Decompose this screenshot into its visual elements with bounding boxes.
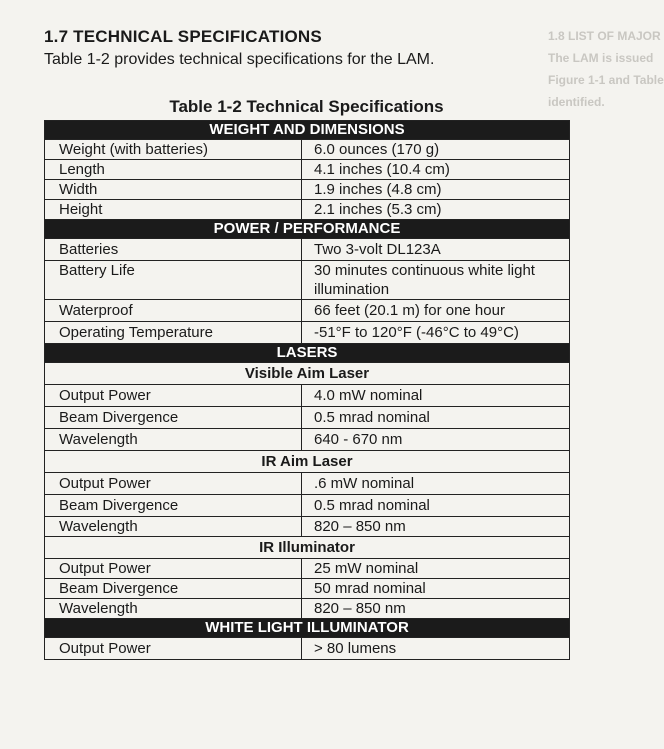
spec-label: Height <box>45 200 302 220</box>
subheader-row <box>45 537 570 559</box>
table-caption: Table 1-2 Technical Specifications <box>169 97 444 116</box>
spec-value: 4.0 mW nominal <box>302 385 570 407</box>
spec-label: Battery Life <box>45 261 302 300</box>
table-row <box>45 517 570 537</box>
spec-label: Wavelength <box>45 517 302 537</box>
table-row <box>45 140 570 160</box>
category-header-row <box>45 220 570 239</box>
spec-label: Batteries <box>45 239 302 261</box>
spec-label: Output Power <box>45 385 302 407</box>
spec-label: Wavelength <box>45 429 302 451</box>
subheader-ir-aim-laser: IR Aim Laser <box>45 451 570 473</box>
spec-value: 6.0 ounces (170 g) <box>302 140 570 160</box>
table-row <box>45 495 570 517</box>
spec-label: Beam Divergence <box>45 495 302 517</box>
spec-label: Width <box>45 180 302 200</box>
spec-label: Wavelength <box>45 599 302 619</box>
spec-value: 25 mW nominal <box>302 559 570 579</box>
spec-label: Weight (with batteries) <box>45 140 302 160</box>
table-row <box>45 473 570 495</box>
spec-label: Operating Temperature <box>45 322 302 344</box>
category-header-row <box>45 121 570 140</box>
bleed-line: Figure 1-1 and Table <box>548 73 664 87</box>
subheader-ir-illuminator: IR Illuminator <box>45 537 570 559</box>
spec-label: Output Power <box>45 638 302 660</box>
table-row <box>45 407 570 429</box>
spec-value: 1.9 inches (4.8 cm) <box>302 180 570 200</box>
spec-label: Length <box>45 160 302 180</box>
spec-value: 640 - 670 nm <box>302 429 570 451</box>
table-row <box>45 559 570 579</box>
spec-label: Waterproof <box>45 300 302 322</box>
category-header-row <box>45 344 570 363</box>
spec-value: 2.1 inches (5.3 cm) <box>302 200 570 220</box>
spec-value: 0.5 mrad nominal <box>302 495 570 517</box>
spec-value: 66 feet (20.1 m) for one hour <box>302 300 570 322</box>
table-row <box>45 200 570 220</box>
table-row <box>45 261 570 300</box>
spec-value: 50 mrad nominal <box>302 579 570 599</box>
table-row <box>45 160 570 180</box>
category-header-lasers: LASERS <box>45 344 570 363</box>
table-row <box>45 599 570 619</box>
spec-value: > 80 lumens <box>302 638 570 660</box>
bleed-line: 1.8 LIST OF MAJOR <box>548 29 661 43</box>
subheader-visible-aim-laser: Visible Aim Laser <box>45 363 570 385</box>
spec-label: Output Power <box>45 559 302 579</box>
spec-value: 820 – 850 nm <box>302 599 570 619</box>
subheader-row <box>45 363 570 385</box>
table-row <box>45 429 570 451</box>
bleed-line: identified. <box>548 95 605 109</box>
category-header-power: POWER / PERFORMANCE <box>45 220 570 239</box>
section-heading: 1.7 TECHNICAL SPECIFICATIONS <box>44 27 322 46</box>
spec-label: Beam Divergence <box>45 579 302 599</box>
spec-value: 0.5 mrad nominal <box>302 407 570 429</box>
spec-value: Two 3-volt DL123A <box>302 239 570 261</box>
subheader-row <box>45 451 570 473</box>
spec-value: .6 mW nominal <box>302 473 570 495</box>
table-row <box>45 638 570 660</box>
table-row <box>45 239 570 261</box>
specifications-table <box>44 120 570 660</box>
section-intro: Table 1-2 provides technical specifications for the LAM. <box>44 51 435 68</box>
table-row <box>45 322 570 344</box>
spec-value: 820 – 850 nm <box>302 517 570 537</box>
table-row <box>45 300 570 322</box>
spec-label: Beam Divergence <box>45 407 302 429</box>
spec-value: 30 minutes continuous white light illumination <box>302 261 570 300</box>
spec-value: -51°F to 120°F (-46°C to 49°C) <box>302 322 570 344</box>
table-row <box>45 180 570 200</box>
category-header-row <box>45 619 570 638</box>
category-header-white-light: WHITE LIGHT ILLUMINATOR <box>45 619 570 638</box>
spec-value: 4.1 inches (10.4 cm) <box>302 160 570 180</box>
category-header-weight: WEIGHT AND DIMENSIONS <box>45 121 570 140</box>
spec-label: Output Power <box>45 473 302 495</box>
bleed-line: The LAM is issued <box>548 51 654 65</box>
table-row <box>45 579 570 599</box>
table-row <box>45 385 570 407</box>
